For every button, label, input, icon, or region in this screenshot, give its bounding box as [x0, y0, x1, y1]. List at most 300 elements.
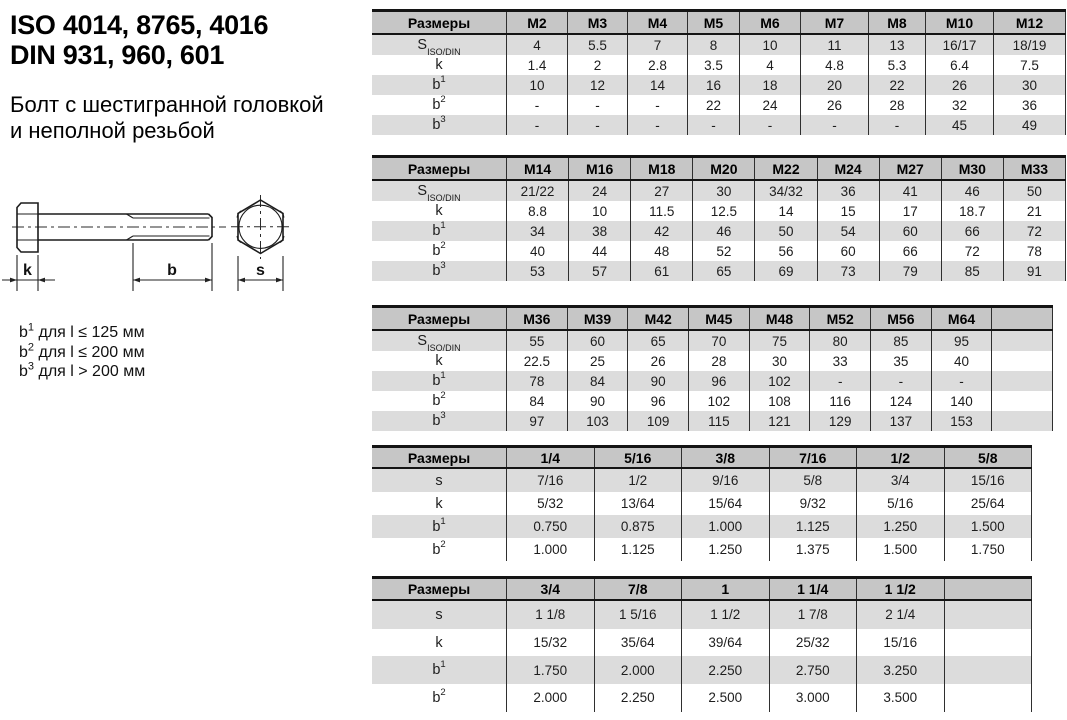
- column-header: 1: [682, 579, 770, 599]
- table-cell: 2 1/4: [857, 601, 945, 629]
- column-header: M5: [688, 12, 740, 33]
- table-row: [372, 95, 1066, 115]
- row-label: $b^2$: [372, 95, 507, 115]
- table-cell: 72: [1004, 221, 1066, 241]
- row-label: $b^3$: [372, 411, 507, 431]
- table-cell: 2.000: [507, 684, 595, 712]
- table-cell: 7: [628, 35, 688, 55]
- table-cell: 35: [871, 351, 932, 371]
- table-cell: 17: [880, 201, 942, 221]
- table-row: [372, 492, 1032, 515]
- table-cell: 13/64: [595, 492, 683, 515]
- table-cell: 1.000: [507, 538, 595, 561]
- table-cell: 115: [689, 411, 750, 431]
- row-label: s: [372, 601, 507, 629]
- table-row: [372, 391, 1053, 411]
- table-metric-m14-m33: [372, 155, 1066, 281]
- row-label: $S_{ISO/DIN}$: [372, 35, 507, 55]
- table-cell: 1.125: [595, 538, 683, 561]
- table-cell: 2.250: [595, 684, 683, 712]
- table-header-row: [372, 576, 1032, 601]
- table-cell: 30: [994, 75, 1066, 95]
- bolt-technical-drawing: [0, 190, 310, 302]
- column-header: M14: [507, 158, 569, 179]
- table-cell: [992, 371, 1053, 391]
- table-cell: 140: [932, 391, 993, 411]
- table-row: [372, 515, 1032, 538]
- table-row: [372, 351, 1053, 371]
- table-cell: 3.5: [688, 55, 740, 75]
- table-cell: 84: [568, 371, 629, 391]
- table-cell: 18.7: [942, 201, 1004, 221]
- row-label: $b^2$: [372, 391, 507, 411]
- table-cell: 5/8: [770, 469, 858, 492]
- table-cell: -: [932, 371, 993, 391]
- table-cell: 153: [932, 411, 993, 431]
- table-cell: 85: [942, 261, 1004, 281]
- table-cell: 44: [569, 241, 631, 261]
- table-cell: 12.5: [693, 201, 755, 221]
- table-cell: 96: [628, 391, 689, 411]
- column-header: 5/8: [945, 448, 1033, 467]
- table-cell: 1.250: [682, 538, 770, 561]
- row-label: $b^1$: [372, 371, 507, 391]
- table-cell: 42: [631, 221, 693, 241]
- table-cell: [945, 656, 1033, 684]
- table-cell: 65: [693, 261, 755, 281]
- table-cell: [945, 629, 1033, 657]
- table-cell: 14: [628, 75, 688, 95]
- table-cell: 25/64: [945, 492, 1033, 515]
- table-cell: -: [628, 95, 688, 115]
- column-header: M18: [631, 158, 693, 179]
- table-cell: 5.5: [568, 35, 628, 55]
- dimension-b: [133, 243, 212, 291]
- note-line: $b^3$ для l > 200 мм: [19, 360, 146, 380]
- table-header-row: [372, 445, 1032, 469]
- table-cell: 21/22: [507, 181, 569, 201]
- table-cell: 57: [569, 261, 631, 281]
- table-cell: 116: [810, 391, 871, 411]
- table-cell: [992, 351, 1053, 371]
- table-cell: 1.375: [770, 538, 858, 561]
- table-cell: 28: [689, 351, 750, 371]
- table-cell: 1.500: [857, 538, 945, 561]
- table-cell: 97: [507, 411, 568, 431]
- table-row: [372, 201, 1066, 221]
- table-cell: 46: [693, 221, 755, 241]
- column-header: 3/4: [507, 579, 595, 599]
- column-header: M45: [689, 308, 750, 329]
- table-cell: 11.5: [631, 201, 693, 221]
- table-cell: 1 7/8: [770, 601, 858, 629]
- table-cell: 3.500: [857, 684, 945, 712]
- table-cell: 2.8: [628, 55, 688, 75]
- table-cell: 45: [926, 115, 994, 135]
- table-cell: 55: [507, 331, 568, 351]
- table-cell: [992, 391, 1053, 411]
- table-cell: 49: [994, 115, 1066, 135]
- table-cell: 96: [689, 371, 750, 391]
- table-cell: 5/16: [857, 492, 945, 515]
- table-cell: [992, 411, 1053, 431]
- column-header: 7/16: [770, 448, 858, 467]
- table-cell: 7.5: [994, 55, 1066, 75]
- row-label: $b^3$: [372, 261, 507, 281]
- row-label: $S_{ISO/DIN}$: [372, 331, 507, 351]
- table-cell: 48: [631, 241, 693, 261]
- column-header: M64: [932, 308, 993, 329]
- table-cell: 60: [818, 241, 880, 261]
- row-label: $b^1$: [372, 656, 507, 684]
- table-row: [372, 601, 1032, 629]
- table-cell: 1.750: [945, 538, 1033, 561]
- table-cell: 3.000: [770, 684, 858, 712]
- table-cell: 54: [818, 221, 880, 241]
- table-cell: 91: [1004, 261, 1066, 281]
- table-cell: 1.500: [945, 515, 1033, 538]
- table-cell: 90: [628, 371, 689, 391]
- table-cell: 24: [740, 95, 801, 115]
- table-corner-header: Размеры: [372, 448, 507, 467]
- column-header: 7/8: [595, 579, 683, 599]
- table-cell: 50: [755, 221, 817, 241]
- standards-title: [10, 10, 268, 70]
- table-cell: 26: [926, 75, 994, 95]
- column-header: 1/2: [857, 448, 945, 467]
- table-cell: 80: [810, 331, 871, 351]
- table-cell: 18: [740, 75, 801, 95]
- table-inch-1-4-to-5-8: [372, 445, 1032, 561]
- row-label: $b^3$: [372, 115, 507, 135]
- table-cell: 1 1/2: [682, 601, 770, 629]
- table-cell: 39/64: [682, 629, 770, 657]
- table-cell: -: [568, 95, 628, 115]
- column-header: M20: [693, 158, 755, 179]
- column-header: M3: [568, 12, 628, 33]
- table-header-row: [372, 9, 1066, 35]
- table-cell: 9/32: [770, 492, 858, 515]
- note-line: $b^2$ для l ≤ 200 мм: [19, 341, 145, 361]
- table-cell: 73: [818, 261, 880, 281]
- column-header: M22: [755, 158, 817, 179]
- table-cell: 9/16: [682, 469, 770, 492]
- table-cell: -: [871, 371, 932, 391]
- column-header: M24: [818, 158, 880, 179]
- table-cell: 38: [569, 221, 631, 241]
- table-corner-header: Размеры: [372, 12, 507, 33]
- row-label: $b^2$: [372, 241, 507, 261]
- product-description-line1: Болт с шестигранной головкой: [10, 92, 324, 117]
- row-label: k: [372, 201, 507, 221]
- column-header: M8: [869, 12, 926, 33]
- column-header: M12: [994, 12, 1066, 33]
- row-label: $b^1$: [372, 75, 507, 95]
- table-cell: 56: [755, 241, 817, 261]
- table-cell: 61: [631, 261, 693, 281]
- table-row: [372, 115, 1066, 135]
- column-header: M7: [801, 12, 869, 33]
- table-cell: 8: [688, 35, 740, 55]
- table-cell: [945, 684, 1033, 712]
- table-cell: 22: [688, 95, 740, 115]
- table-cell: 16/17: [926, 35, 994, 55]
- table-row: [372, 55, 1066, 75]
- table-cell: 1/2: [595, 469, 683, 492]
- table-row: [372, 241, 1066, 261]
- table-cell: -: [801, 115, 869, 135]
- column-header: M27: [880, 158, 942, 179]
- table-cell: -: [507, 95, 568, 115]
- table-row: [372, 538, 1032, 561]
- table-cell: 1.4: [507, 55, 568, 75]
- table-cell: 53: [507, 261, 569, 281]
- table-cell: 2: [568, 55, 628, 75]
- thread-length-notes: [19, 323, 145, 382]
- table-cell: 78: [507, 371, 568, 391]
- table-cell: 2.750: [770, 656, 858, 684]
- table-header-row: [372, 155, 1066, 181]
- table-metric-m36-m64: [372, 305, 1053, 431]
- table-row: [372, 35, 1066, 55]
- row-label: $S_{ISO/DIN}$: [372, 181, 507, 201]
- column-header: M10: [926, 12, 994, 33]
- table-cell: 5.3: [869, 55, 926, 75]
- table-cell: 70: [689, 331, 750, 351]
- row-label: k: [372, 629, 507, 657]
- dimension-label-s: s: [256, 262, 265, 279]
- table-cell: 60: [880, 221, 942, 241]
- table-cell: 16: [688, 75, 740, 95]
- product-description: [10, 92, 324, 144]
- table-header-row: [372, 305, 1053, 331]
- table-cell: 13: [869, 35, 926, 55]
- table-cell: 52: [693, 241, 755, 261]
- table-cell: 4: [507, 35, 568, 55]
- table-cell: 121: [750, 411, 811, 431]
- standards-title-iso: ISO 4014, 8765, 4016: [10, 10, 269, 40]
- table-cell: 15: [818, 201, 880, 221]
- table-cell: 36: [818, 181, 880, 201]
- table-row: [372, 629, 1032, 657]
- column-header: M56: [871, 308, 932, 329]
- table-cell: -: [688, 115, 740, 135]
- row-label: $b^2$: [372, 538, 507, 561]
- row-label: $b^2$: [372, 684, 507, 712]
- table-cell: 66: [942, 221, 1004, 241]
- table-cell: 103: [568, 411, 629, 431]
- column-header: [992, 308, 1053, 329]
- product-description-line2: и неполной резьбой: [10, 118, 215, 143]
- table-cell: 46: [942, 181, 1004, 201]
- table-row: [372, 684, 1032, 712]
- table-cell: 84: [507, 391, 568, 411]
- table-cell: 14: [755, 201, 817, 221]
- row-label: $b^1$: [372, 221, 507, 241]
- column-header: M16: [569, 158, 631, 179]
- table-cell: 12: [568, 75, 628, 95]
- column-header: 3/8: [682, 448, 770, 467]
- row-label: k: [372, 492, 507, 515]
- table-cell: 41: [880, 181, 942, 201]
- table-cell: 5/32: [507, 492, 595, 515]
- table-cell: 78: [1004, 241, 1066, 261]
- table-cell: 65: [628, 331, 689, 351]
- table-cell: 30: [693, 181, 755, 201]
- dimension-s: [238, 256, 283, 291]
- table-metric-m2-m12: [372, 9, 1066, 135]
- table-row: [372, 261, 1066, 281]
- table-cell: 26: [801, 95, 869, 115]
- table-cell: 15/16: [945, 469, 1033, 492]
- table-cell: 34: [507, 221, 569, 241]
- table-cell: 7/16: [507, 469, 595, 492]
- table-row: [372, 331, 1053, 351]
- column-header: M39: [568, 308, 629, 329]
- table-corner-header: Размеры: [372, 579, 507, 599]
- row-label: k: [372, 351, 507, 371]
- table-row: [372, 181, 1066, 201]
- table-row: [372, 75, 1066, 95]
- note-line: $b^1$ для l ≤ 125 мм: [19, 321, 145, 341]
- table-cell: 40: [932, 351, 993, 371]
- table-cell: [992, 331, 1053, 351]
- table-cell: 30: [750, 351, 811, 371]
- table-cell: 1.750: [507, 656, 595, 684]
- table-cell: 0.875: [595, 515, 683, 538]
- table-cell: 72: [942, 241, 1004, 261]
- table-cell: -: [869, 115, 926, 135]
- table-cell: 25: [568, 351, 629, 371]
- table-cell: 8.8: [507, 201, 569, 221]
- table-cell: 109: [628, 411, 689, 431]
- table-cell: -: [740, 115, 801, 135]
- table-cell: 15/16: [857, 629, 945, 657]
- column-header: 1/4: [507, 448, 595, 467]
- table-cell: 102: [689, 391, 750, 411]
- table-cell: 25/32: [770, 629, 858, 657]
- table-cell: 3.250: [857, 656, 945, 684]
- table-cell: -: [568, 115, 628, 135]
- column-header: 1 1/4: [770, 579, 858, 599]
- table-cell: 90: [568, 391, 629, 411]
- table-cell: 79: [880, 261, 942, 281]
- dimension-k: [2, 255, 55, 291]
- row-label: $b^1$: [372, 515, 507, 538]
- table-row: [372, 371, 1053, 391]
- table-cell: 21: [1004, 201, 1066, 221]
- table-cell: 75: [750, 331, 811, 351]
- table-cell: -: [628, 115, 688, 135]
- table-cell: -: [810, 371, 871, 391]
- table-cell: 4.8: [801, 55, 869, 75]
- table-cell: 60: [568, 331, 629, 351]
- table-cell: 10: [507, 75, 568, 95]
- table-cell: 2.250: [682, 656, 770, 684]
- table-cell: 34/32: [755, 181, 817, 201]
- table-cell: 3/4: [857, 469, 945, 492]
- table-corner-header: Размеры: [372, 308, 507, 329]
- table-cell: 50: [1004, 181, 1066, 201]
- column-header: M52: [810, 308, 871, 329]
- column-header: M42: [628, 308, 689, 329]
- table-cell: 15/32: [507, 629, 595, 657]
- table-cell: 10: [569, 201, 631, 221]
- column-header: M48: [750, 308, 811, 329]
- table-row: [372, 221, 1066, 241]
- table-cell: 1.000: [682, 515, 770, 538]
- table-cell: 22.5: [507, 351, 568, 371]
- table-cell: 15/64: [682, 492, 770, 515]
- row-label: s: [372, 469, 507, 492]
- table-cell: 6.4: [926, 55, 994, 75]
- column-header: M6: [740, 12, 801, 33]
- table-cell: 108: [750, 391, 811, 411]
- table-cell: 2.500: [682, 684, 770, 712]
- table-cell: 137: [871, 411, 932, 431]
- table-cell: 1.125: [770, 515, 858, 538]
- table-cell: 66: [880, 241, 942, 261]
- table-cell: 36: [994, 95, 1066, 115]
- table-cell: 4: [740, 55, 801, 75]
- table-cell: 33: [810, 351, 871, 371]
- table-cell: 18/19: [994, 35, 1066, 55]
- table-cell: 1 5/16: [595, 601, 683, 629]
- table-cell: 11: [801, 35, 869, 55]
- table-cell: -: [507, 115, 568, 135]
- column-header: M30: [942, 158, 1004, 179]
- column-header: 5/16: [595, 448, 683, 467]
- dimension-label-k: k: [23, 262, 32, 279]
- table-cell: 69: [755, 261, 817, 281]
- column-header: [945, 579, 1033, 599]
- standards-title-din: DIN 931, 960, 601: [10, 40, 225, 70]
- table-cell: 26: [628, 351, 689, 371]
- table-cell: 10: [740, 35, 801, 55]
- table-cell: 28: [869, 95, 926, 115]
- column-header: 1 1/2: [857, 579, 945, 599]
- column-header: M36: [507, 308, 568, 329]
- table-cell: 95: [932, 331, 993, 351]
- table-cell: 24: [569, 181, 631, 201]
- table-row: [372, 411, 1053, 431]
- table-cell: 35/64: [595, 629, 683, 657]
- table-row: [372, 469, 1032, 492]
- dimension-label-b: b: [167, 262, 177, 279]
- column-header: M2: [507, 12, 568, 33]
- column-header: M33: [1004, 158, 1066, 179]
- table-inch-3-4-to-1-1-2: [372, 576, 1032, 712]
- table-row: [372, 656, 1032, 684]
- table-cell: 20: [801, 75, 869, 95]
- table-cell: 124: [871, 391, 932, 411]
- row-label: k: [372, 55, 507, 75]
- table-cell: 40: [507, 241, 569, 261]
- table-cell: 32: [926, 95, 994, 115]
- table-cell: 85: [871, 331, 932, 351]
- table-cell: [945, 601, 1033, 629]
- table-cell: 0.750: [507, 515, 595, 538]
- table-cell: 27: [631, 181, 693, 201]
- table-cell: 22: [869, 75, 926, 95]
- table-cell: 2.000: [595, 656, 683, 684]
- column-header: M4: [628, 12, 688, 33]
- table-cell: 1.250: [857, 515, 945, 538]
- table-cell: 129: [810, 411, 871, 431]
- table-cell: 1 1/8: [507, 601, 595, 629]
- table-corner-header: Размеры: [372, 158, 507, 179]
- table-cell: 102: [750, 371, 811, 391]
